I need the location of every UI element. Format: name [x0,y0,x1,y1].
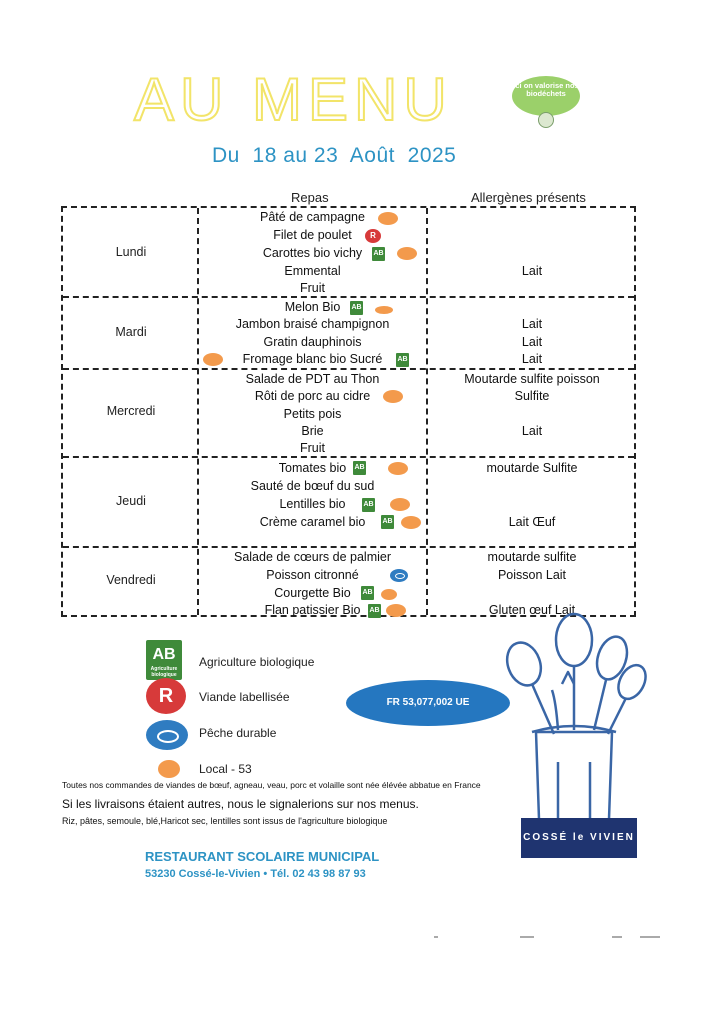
dish: Filet de poulet [273,228,352,242]
bio-icon: AB [353,461,366,475]
label-rouge-icon: R [146,678,186,714]
day-lundi: Lundi [115,245,147,259]
restaurant-name: RESTAURANT SCOLAIRE MUNICIPAL [145,849,380,864]
bio-icon: AB [368,604,381,618]
local-icon [388,462,408,475]
legend-local: Local - 53 [199,762,252,776]
bio-icon: AB [361,586,374,600]
scan-mark [434,936,438,938]
scan-mark [520,936,534,938]
local-icon [381,589,397,600]
dish: Petits pois [283,407,342,421]
restaurant-address: 53230 Cossé-le-Vivien • Tél. 02 43 98 87 93 [145,868,366,880]
day-vendredi: Vendredi [106,573,156,587]
allergen: Moutarde sulfite poisson [464,372,600,386]
page-title: AU MENU [134,66,453,133]
allergen: Lait [521,335,543,349]
dish: Melon Bio [284,300,341,314]
note-organic: Riz, pâtes, semoule, blé,Haricot sec, lentilles sont issus de l'agriculture biologique [62,816,388,826]
dish: Crème caramel bio [259,515,366,529]
allergen: Lait [521,352,543,366]
allergen: Sulfite [514,389,550,403]
legend-bio: Agriculture biologique [199,655,315,669]
cosse-le-vivien-stamp: COSSÉ le VIVIEN [521,818,637,858]
dish: Courgette Bio [274,586,351,600]
day-jeudi: Jeudi [116,494,146,508]
menu-table [61,206,636,617]
dish: Pâté de campagne [260,210,365,224]
peche-durable-icon [146,720,188,750]
local-icon [203,353,223,366]
local-icon [386,604,406,617]
allergen: Poisson Lait [497,568,567,582]
dish: Fromage blanc bio Sucré [242,352,383,366]
local-icon [390,498,410,511]
menu-dates: Du 18 au 23 Août 2025 [212,144,457,167]
allergen: Lait [521,424,543,438]
local-icon [383,390,403,403]
dish: Flan patissier Bio [264,603,361,617]
dish: Salade de PDT au Thon [245,372,380,386]
bio-icon: AB [372,247,385,261]
dish: Poisson citronné [266,568,359,582]
dish: Fruit [300,441,325,455]
bio-icon: AB [362,498,375,512]
dish: Tomates bio [278,461,347,475]
bio-icon-caption: Agriculture biologique [150,666,178,678]
local-icon [401,516,421,529]
allergen: Lait Œuf [508,515,556,529]
allergen: moutarde Sulfite [486,461,578,475]
peche-durable-icon [390,569,408,582]
legend-label-rouge: Viande labellisée [199,690,290,704]
local-icon [375,306,393,314]
legend-peche: Pêche durable [199,726,277,740]
local-icon [158,760,180,778]
dish: Sauté de bœuf du sud [250,479,375,493]
label-rouge-icon: R [365,229,381,243]
allergen: moutarde sulfite [487,550,577,564]
allergen: Lait [521,264,543,278]
local-icon [378,212,398,225]
scan-mark [612,936,622,938]
column-header-allergenes: Allergènes présents [471,190,586,205]
day-mardi: Mardi [115,325,147,339]
allergen: Lait [521,317,543,331]
allergen: Gluten œuf Lait [488,603,576,617]
dish: Fruit [300,281,325,295]
dish: Jambon braisé champignon [235,317,390,331]
note-meat-origin: Toutes nos commandes de viandes de bœuf, agneau, veau, porc et volaille sont née élévée abbatue en France [62,780,481,790]
bio-icon: AB [381,515,394,529]
dish: Salade de cœurs de palmier [233,550,392,564]
scan-mark [640,936,660,938]
dish: Lentilles bio [279,497,346,511]
badge-text: Ici on valorise nos biodéchets [512,76,580,116]
biodechets-badge [512,76,582,130]
local-icon [397,247,417,260]
badge-seal-icon [538,112,554,128]
note-deliveries: Si les livraisons étaient autres, nous le signalerions sur nos menus. [62,797,419,811]
dish: Gratin dauphinois [263,335,362,349]
bio-icon: AB [396,353,409,367]
dish: Brie [301,424,324,438]
column-header-repas: Repas [291,190,329,205]
bio-icon: AB [350,301,363,315]
bio-icon [146,640,182,680]
bio-icon-text: AB [152,646,176,663]
day-mercredi: Mercredi [106,404,156,418]
dish: Rôti de porc au cidre [254,389,371,403]
dish: Carottes bio vichy [262,246,363,260]
dish: Emmental [284,264,341,278]
health-mark-number: FR 53,077,002 UE [346,680,510,726]
